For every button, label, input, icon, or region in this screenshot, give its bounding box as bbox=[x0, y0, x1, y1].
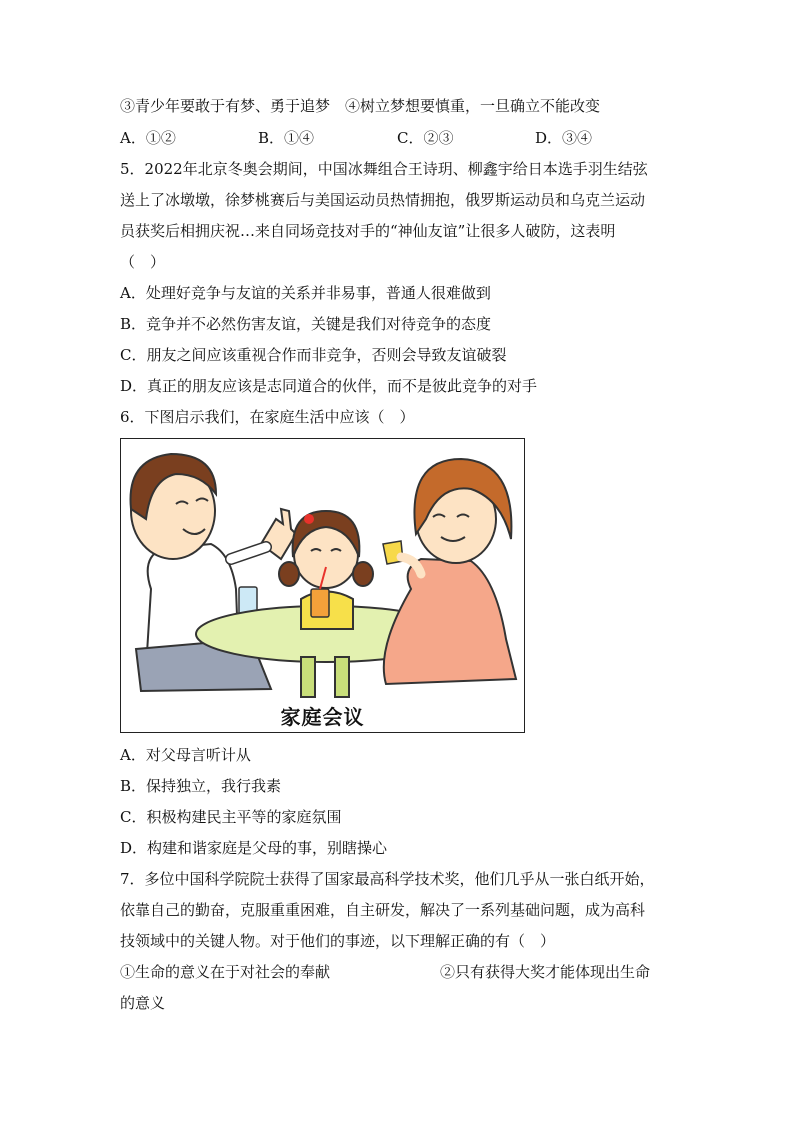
q7-stem-line-2: 依靠自己的勤奋，克服重重困难，自主研发，解决了一系列基础问题，成为高科 bbox=[120, 901, 646, 919]
q7-stem-line-1: 7．多位中国科学院院士获得了国家最高科学技术奖，他们几乎从一张白纸开始， bbox=[120, 870, 655, 888]
q6-option-b[interactable]: B．保持独立，我行我素 bbox=[120, 777, 282, 795]
q4-option-b[interactable]: B．①④ bbox=[258, 129, 315, 147]
q5-stem-blank: （ ） bbox=[120, 253, 166, 271]
q5-option-c[interactable]: C．朋友之间应该重视合作而非竞争，否则会导致友谊破裂 bbox=[120, 346, 507, 364]
family-meeting-figure bbox=[120, 438, 525, 733]
q7-item-2-continued: 的意义 bbox=[120, 994, 166, 1012]
q5-stem-line-2: 送上了冰墩墩，徐梦桃赛后与美国运动员热情拥抱，俄罗斯运动员和乌克兰运动 bbox=[120, 191, 646, 209]
figure-caption: 家庭会议 bbox=[280, 705, 365, 729]
q6-option-a[interactable]: A．对父母言听计从 bbox=[120, 746, 251, 764]
family-meeting-illustration bbox=[121, 439, 525, 701]
q6-option-c[interactable]: C．积极构建民主平等的家庭氛围 bbox=[120, 808, 342, 826]
q6-option-d[interactable]: D．构建和谐家庭是父母的事，别瞎操心 bbox=[120, 839, 388, 857]
q4-option-a[interactable]: A．①② bbox=[120, 129, 176, 147]
q7-item-2: ②只有获得大奖才能体现出生命 bbox=[440, 963, 651, 981]
q5-stem-line-3: 员获奖后相拥庆祝…来自同场竞技对手的“神仙友谊”让很多人破防，这表明 bbox=[120, 222, 616, 240]
q4-option-d[interactable]: D．③④ bbox=[535, 129, 593, 147]
q5-option-a[interactable]: A．处理好竞争与友谊的关系并非易事，普通人很难做到 bbox=[120, 284, 491, 302]
q4-option-c[interactable]: C．②③ bbox=[397, 129, 454, 147]
q7-item-1: ①生命的意义在于对社会的奉献 bbox=[120, 963, 331, 981]
q5-option-d[interactable]: D．真正的朋友应该是志同道合的伙伴，而不是彼此竞争的对手 bbox=[120, 377, 538, 395]
q5-stem-line-1: 5．2022年北京冬奥会期间，中国冰舞组合王诗玥、柳鑫宇给日本选手羽生结弦 bbox=[120, 160, 648, 178]
q4-statement-3-4: ③青少年要敢于有梦、勇于追梦 ④树立梦想要慎重，一旦确立不能改变 bbox=[120, 97, 601, 115]
q6-stem: 6．下图启示我们，在家庭生活中应该（ ） bbox=[120, 408, 415, 426]
q5-option-b[interactable]: B．竞争并不必然伤害友谊，关键是我们对待竞争的态度 bbox=[120, 315, 492, 333]
q7-stem-line-3: 技领域中的关键人物。对于他们的事迹，以下理解正确的有（ ） bbox=[120, 932, 556, 950]
